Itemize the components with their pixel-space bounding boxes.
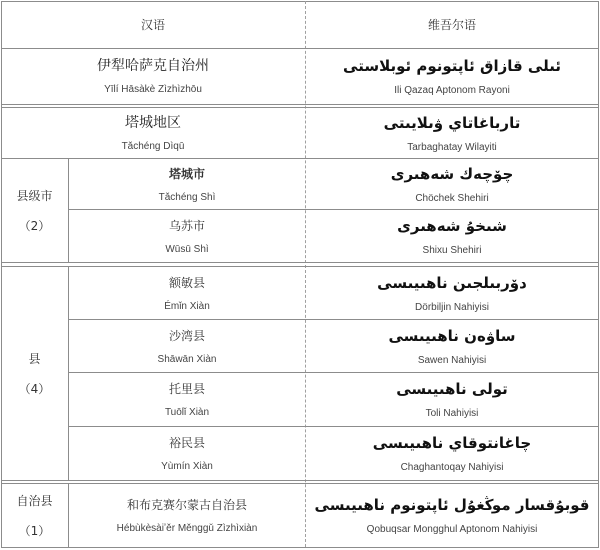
chinese-name: 和布克赛尔蒙古自治县: [126, 498, 247, 512]
group-label-county-level-city: [1, 159, 68, 262]
chinese-name: 裕民县: [168, 436, 205, 450]
pinyin-name: Shāwān Xiàn: [157, 353, 217, 365]
latin-name: Dörbiljin Nahiyisi: [415, 301, 489, 313]
list-item: [306, 427, 598, 480]
pinyin-name: Émǐn Xiàn: [164, 300, 210, 312]
list-item: [306, 320, 598, 372]
prefecture-chinese-cell: [1, 49, 305, 104]
chinese-name: 额敏县: [168, 275, 205, 290]
list-item: [69, 267, 305, 319]
latin-name: Chöchek Shehiri: [415, 192, 489, 204]
list-item: [69, 373, 305, 426]
row-divider: [1, 480, 599, 481]
pinyin-name: Tuōlǐ Xiàn: [164, 407, 210, 418]
header-uyghur: [306, 1, 598, 48]
region-pinyin: Tǎchéng Dìqū: [121, 140, 185, 152]
chinese-name: 沙湾县: [168, 328, 205, 343]
chinese-name: 乌苏市: [168, 218, 205, 233]
group-label: 县: [28, 351, 41, 366]
row-divider: [1, 262, 599, 263]
uyghur-name: قوبۇقسار موڭغۇل ئاپتونوم ناھىيىسى: [314, 496, 590, 514]
uyghur-name: شىخۇ شەھىرى: [397, 216, 507, 235]
uyghur-name: ساۋەن ناھىيىسى: [388, 326, 516, 345]
prefecture-pinyin: Yīlí Hāsàkè Zìzhìzhōu: [104, 84, 202, 95]
pinyin-name: Tǎchéng Shì: [158, 191, 216, 203]
prefecture-uyghur-cell: [306, 49, 598, 104]
header-chinese: [1, 1, 305, 48]
row-divider: [1, 104, 599, 105]
region-uyghur: تارباغاتاي ۋىلايىتى: [383, 113, 521, 132]
group-label: 自治县: [16, 493, 53, 508]
list-item: [69, 210, 305, 262]
chinese-name: 托里县: [168, 382, 205, 396]
list-item: [306, 159, 598, 209]
uyghur-name: تولى ناھىيىسى: [396, 380, 508, 398]
region-chinese: 塔城地区: [125, 114, 181, 131]
latin-name: Chaghantoqay Nahiyisi: [400, 462, 504, 473]
prefecture-chinese: 伊犁哈萨克自治州: [97, 58, 209, 74]
list-item: [69, 484, 305, 547]
group-count: （1）: [18, 523, 51, 538]
list-item: [69, 159, 305, 209]
uyghur-name: چۆچەك شەھىرى: [390, 164, 514, 183]
list-item: [306, 267, 598, 319]
region-latin: Tarbaghatay Wilayiti: [407, 141, 497, 153]
pinyin-name: Yùmín Xiàn: [161, 461, 213, 472]
table-border-right: [598, 1, 599, 548]
latin-name: Shixu Shehiri: [422, 244, 482, 256]
prefecture-latin: Ili Qazaq Aptonom Rayoni: [394, 85, 510, 96]
list-item: [306, 484, 598, 547]
group-label-county: [1, 267, 68, 480]
pinyin-name: Hébùkèsàiʼěr Měnggǔ Zìzhìxiàn: [116, 523, 258, 534]
group-count: （2）: [18, 218, 51, 233]
latin-name: Toli Nahiyisi: [425, 408, 479, 419]
region-uyghur-cell: [306, 108, 598, 158]
list-item: [69, 427, 305, 480]
group-label-autonomous-county: [1, 484, 68, 547]
chinese-name: 塔城市: [168, 166, 205, 181]
list-item: [306, 210, 598, 262]
latin-name: Sawen Nahiyisi: [417, 354, 487, 366]
latin-name: Qobuqsar Mongghul Aptonom Nahiyisi: [366, 524, 538, 535]
admin-division-table: [1, 1, 599, 548]
prefecture-uyghur: ئىلى قازاق ئاپتونوم ئوبلاستى: [343, 57, 561, 75]
table-border-bottom: [1, 547, 599, 548]
group-label: 县级市: [16, 188, 53, 203]
header-uyghur-label: 维吾尔语: [427, 18, 476, 32]
group-count: （4）: [18, 381, 51, 396]
region-chinese-cell: [1, 108, 305, 158]
list-item: [306, 373, 598, 426]
list-item: [69, 320, 305, 372]
header-chinese-label: 汉语: [140, 18, 165, 32]
uyghur-name: چاغانتوقاي ناھىيىسى: [372, 434, 532, 452]
uyghur-name: دۆربىلجىن ناھىيىسى: [377, 273, 527, 292]
pinyin-name: Wūsū Shì: [165, 243, 209, 255]
